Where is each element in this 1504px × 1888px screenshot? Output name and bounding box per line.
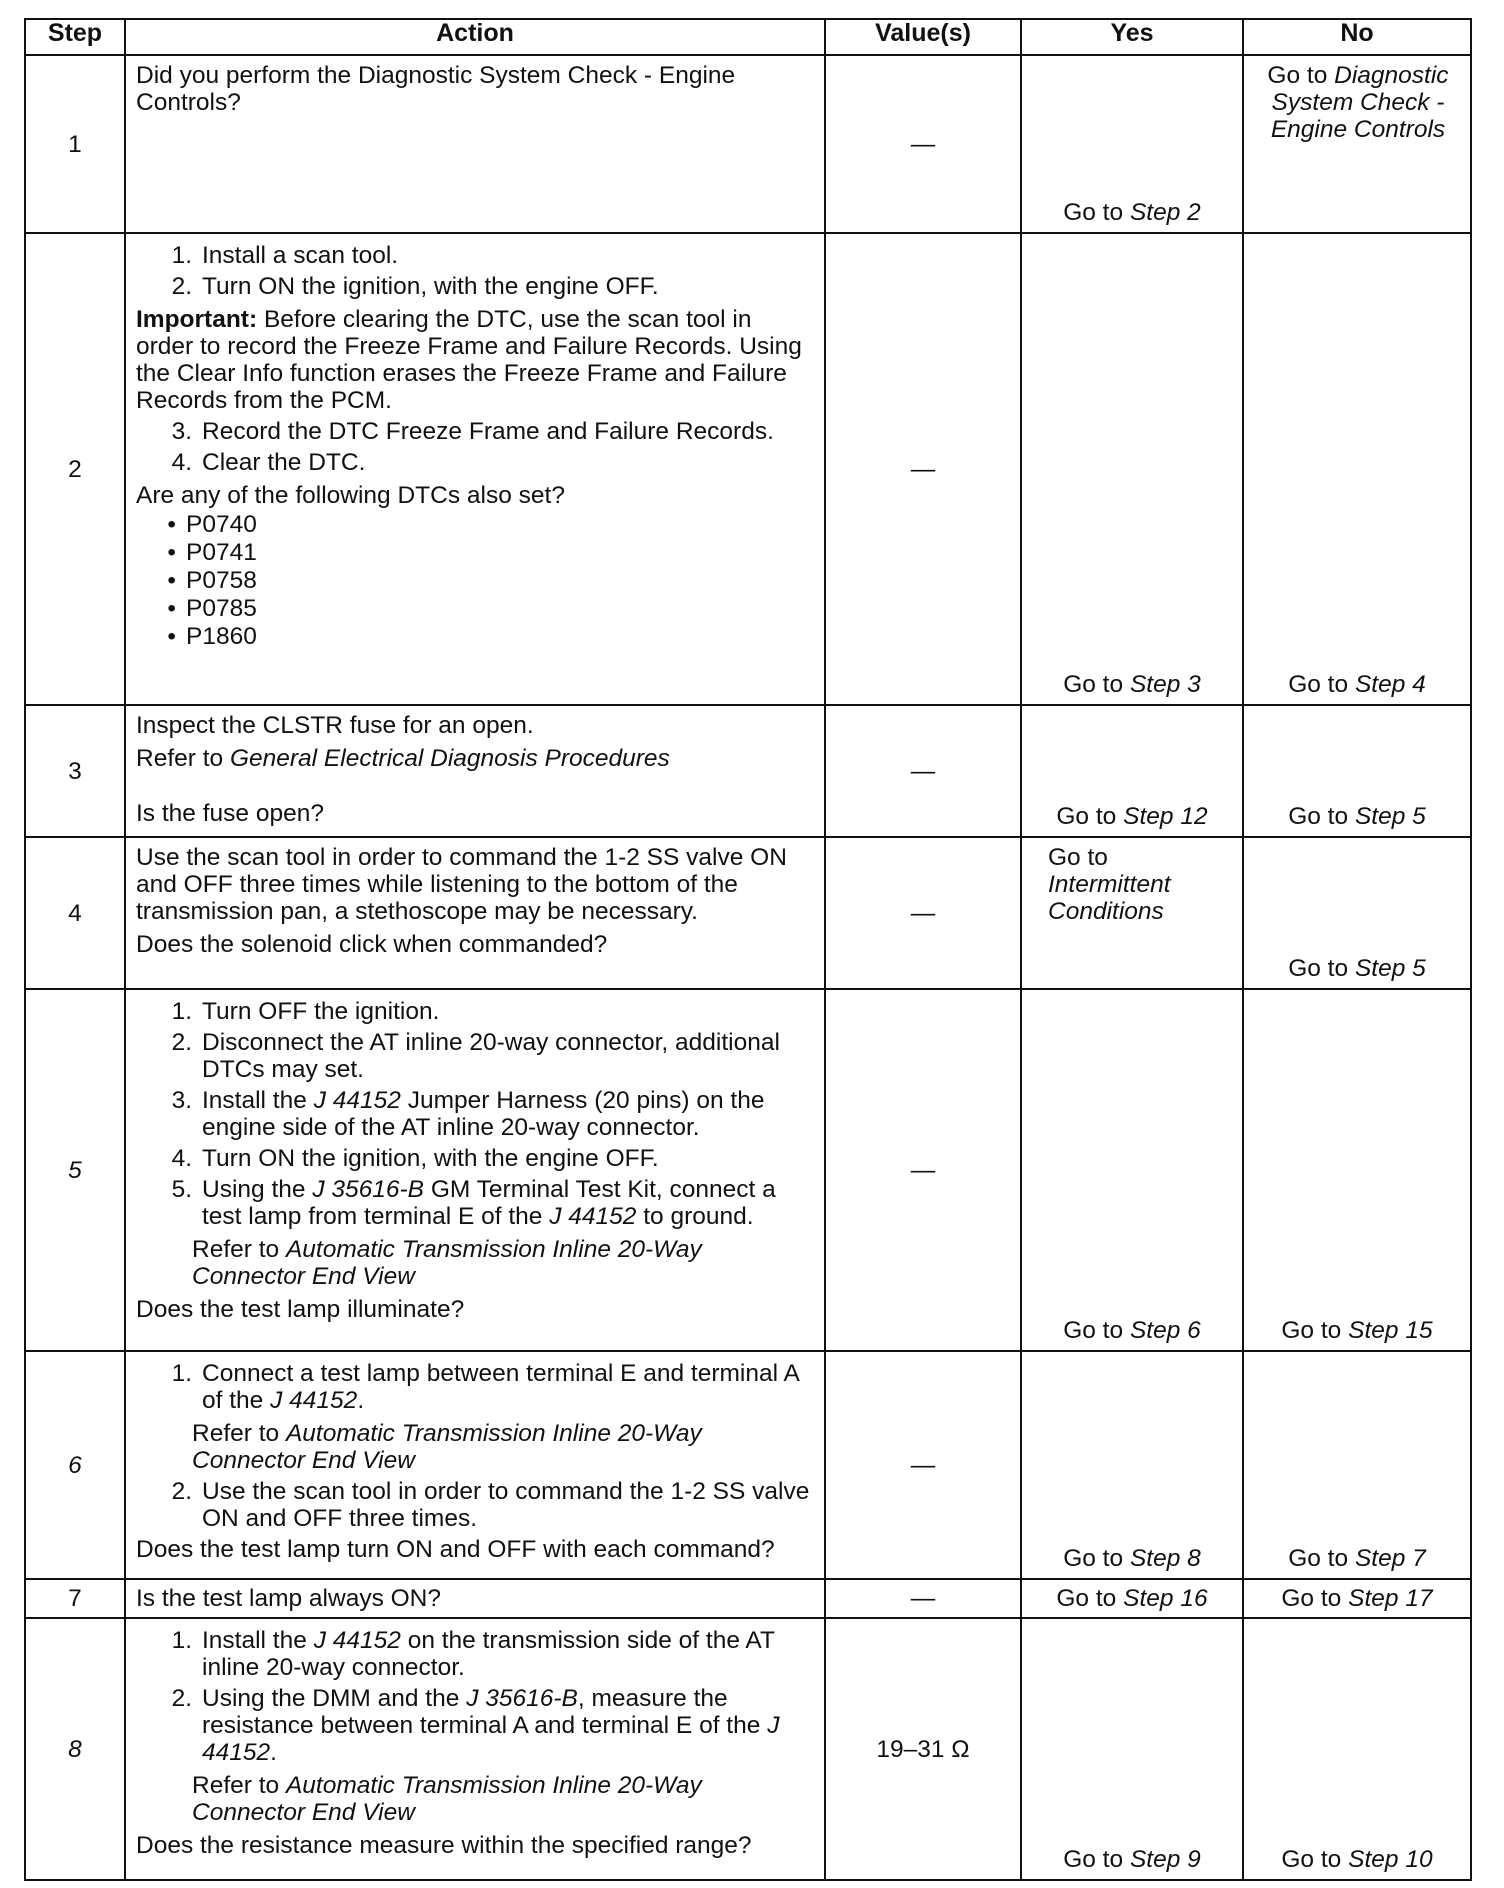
action-cell: Is the test lamp always ON? (125, 1579, 825, 1618)
header-no: No (1243, 19, 1471, 55)
yes-cell: Go to Step 9 (1021, 1618, 1243, 1880)
header-values: Value(s) (825, 19, 1021, 55)
action-cell: Inspect the CLSTR fuse for an open. Refer to General Electrical Diagnosis Procedures Is the fuse open? (125, 705, 825, 837)
value-cell: — (825, 989, 1021, 1351)
table-row (25, 1618, 1471, 1880)
yes-cell: Go to Step 12 (1021, 705, 1243, 837)
no-go-to: Go to Diagnostic System Check - Engine Controls (1267, 62, 1449, 143)
no-cell: Go to Step 4 (1243, 233, 1471, 705)
action-cell: 1. Connect a test lamp between terminal E and terminal A of the J 44152. Refer to Automatic Transmission Inline 20-Way Connector End View 2. Use the scan tool in order to command the 1-2 SS valve ON and OFF three times. Does the test lamp turn ON and OFF with each command? (125, 1351, 825, 1579)
yes-cell (1021, 55, 1243, 233)
no-cell: Go to Step 15 (1243, 989, 1471, 1351)
table-row (25, 55, 1471, 233)
step-number: 6 (25, 1351, 125, 1579)
value-cell: — (825, 233, 1021, 705)
action-text: Did you perform the Diagnostic System Check - Engine Controls? (136, 62, 736, 116)
action-cell: 1. Install the J 44152 on the transmission side of the AT inline 20-way connector. 2. Using the DMM and the J 35616-B, measure the resistance between terminal A and terminal E of the J 44152. Refer to Automatic Transmission Inline 20-Way Connector End View Does the resistance measure within the specified range? (125, 1618, 825, 1880)
step-number: 8 (25, 1618, 125, 1880)
value-cell: — (825, 837, 1021, 989)
table-row (25, 1579, 1471, 1618)
action-cell: 1. Turn OFF the ignition. 2. Disconnect the AT inline 20-way connector, additional DTCs may set. 3. Install the J 44152 Jumper Harness (20 pins) on the engine side of the AT inline 20-way connector. 4. Turn ON the ignition, with the engine OFF. 5. Using the J 35616-B GM Terminal Test Kit, connect a test lamp from terminal E of the J 44152 to ground. Refer to Automatic Transmission Inline 20-Way Connector End View Does the test lamp illuminate? (125, 989, 825, 1351)
step-number: 3 (25, 705, 125, 837)
no-cell: Go to Step 7 (1243, 1351, 1471, 1579)
no-cell: Go to Step 17 (1243, 1579, 1471, 1618)
yes-cell: Go to Step 6 (1021, 989, 1243, 1351)
header-yes: Yes (1021, 19, 1243, 55)
step-number: 2 (25, 233, 125, 705)
table-row (25, 705, 1471, 837)
no-cell: Go to Step 5 (1243, 837, 1471, 989)
step-number: 5 (25, 989, 125, 1351)
step-number: 1 (25, 55, 125, 233)
value-cell: — (825, 1579, 1021, 1618)
value-cell: 19–31 Ω (825, 1618, 1021, 1880)
table-row (25, 233, 1471, 705)
diagnostic-table (24, 18, 1472, 1881)
yes-cell: Go to Step 8 (1021, 1351, 1243, 1579)
action-cell (125, 55, 825, 233)
yes-go-to: Go to Step 2 (1063, 199, 1201, 226)
step-number: 4 (25, 837, 125, 989)
step-number: 7 (25, 1579, 125, 1618)
no-cell (1243, 55, 1471, 233)
no-cell: Go to Step 10 (1243, 1618, 1471, 1880)
action-cell: 1. Install a scan tool. 2. Turn ON the ignition, with the engine OFF. Important: Before clearing the DTC, use the scan tool in order to record the Freeze Frame and Failure Records. Using the Clear Info function erases the Freeze Frame and Failure Records from the PCM. 3. Record the DTC Freeze Frame and Failure Records. 4. Clear the DTC. Are any of the following DTCs also set? • P0740 • P0741 • P0758 • P0785 • P1860 (125, 233, 825, 705)
yes-cell: Go to Step 16 (1021, 1579, 1243, 1618)
value-cell: — (825, 1351, 1021, 1579)
yes-cell: Go to Intermittent Conditions (1021, 837, 1243, 989)
header-row (25, 19, 1471, 55)
table-row (25, 989, 1471, 1351)
value-cell: — (825, 705, 1021, 837)
value-cell: — (825, 55, 1021, 233)
table-row (25, 837, 1471, 989)
action-cell: Use the scan tool in order to command the 1-2 SS valve ON and OFF three times while listening to the bottom of the transmission pan, a stethoscope may be necessary. Does the solenoid click when commanded? (125, 837, 825, 989)
table-row (25, 1351, 1471, 1579)
no-cell: Go to Step 5 (1243, 705, 1471, 837)
header-step: Step (25, 19, 125, 55)
yes-cell: Go to Step 3 (1021, 233, 1243, 705)
header-action: Action (125, 19, 825, 55)
